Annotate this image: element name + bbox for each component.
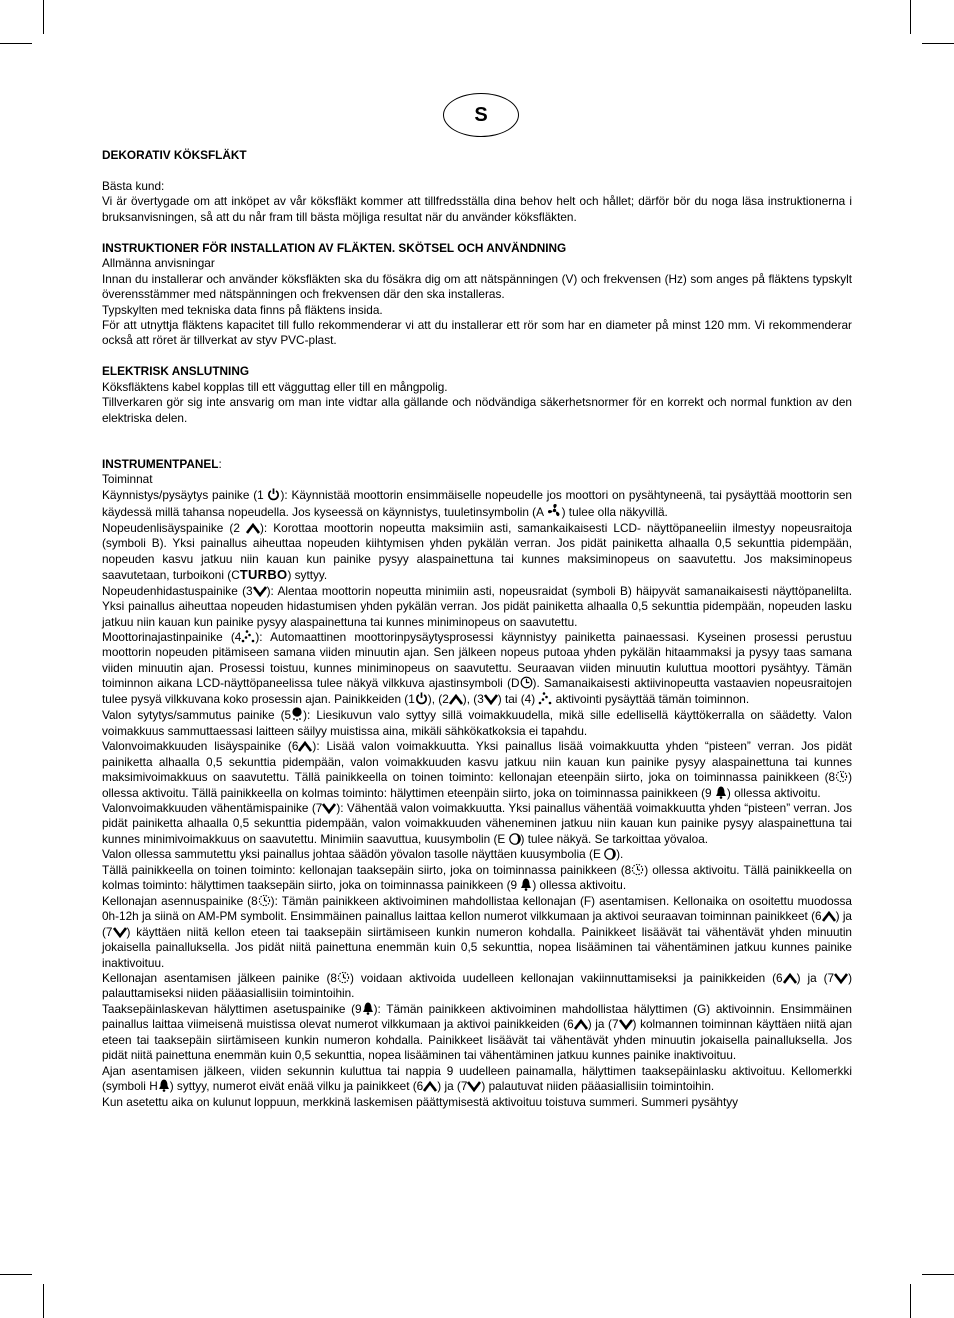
timer-dots-icon: [241, 630, 255, 643]
bell-icon: [520, 878, 532, 891]
language-badge: S: [443, 93, 519, 137]
chevron-down-icon: [467, 1081, 481, 1092]
clock-dotted-icon: [631, 863, 644, 876]
document-body: [102, 148, 852, 1110]
chevron-down-icon: [834, 973, 848, 984]
buzzer-paragraph: Kun asetettu aika on kulunut loppuun, merkkinä laskemisen päättymisestä aktivoituu toistuva summeri. Summeri pysähtyy: [102, 1094, 739, 1109]
moon-icon: [509, 833, 521, 845]
bell-icon: [158, 1079, 170, 1092]
document-title: DEKORATIV KÖKSFLÄKT: [102, 148, 247, 162]
alarm-start-paragraph: Ajan asentamisen jälkeen, viiden sekunnin kuluttua tai nappia 9 uudelleen painamalla, hälyttimen taaksepäinlasku aktivoituu. Kellomerkki (symboli H ) syttyy, numerot eivät enää vilku ja painikkeet (6 ) ja (7 ) palautuvat niiden pääasiallisiin toimintoihin.: [102, 1063, 852, 1094]
bell-icon: [715, 786, 727, 799]
power-button-paragraph: Käynnistys/pysäytys painike (1 ): Käynnistää moottorin ensimmäiselle nopeudelle jos moottori on pysähtyneenä, tai pysäyttää moottorin sen käydessä millä tahansa nopeudella. Jos kyseessä on käynnistys, tuuletinsymbolin (A ) tulee olla näkyvillä.: [102, 487, 852, 520]
light-bulb-icon: [291, 707, 303, 721]
clock-dotted-icon: [258, 894, 271, 907]
electric-heading: ELEKTRISK ANSLUTNING: [102, 364, 250, 379]
speed-up-paragraph: Nopeudenlisäyspainike (2 ): Korottaa moottorin nopeutta maksimiin asti, samankaikaisesti LCD- näyttöpaneeliin ilmestyy nopeusraitoja (symboli B). Yksi painallus aiheuttaa nopeuden kiihtymisen yhden pykälän verran. Jos pidät painiketta alhaalla 0,5 sekunttia pidempään, nopeuden kasvu jatkuu niin kauan kun painike pysyy alaspainettuna tai kunnes maksiminopeus on saavutettu. Jos maksiminopeus saavutetaan, turboikoni (CTURBO) syttyy.: [102, 520, 852, 583]
turbo-icon: TURBO: [239, 567, 288, 583]
chevron-up-icon: [822, 911, 836, 922]
install-heading: INSTRUKTIONER FÖR INSTALLATION AV FLÄKTEN. SKÖTSEL OCH ANVÄNDNING: [102, 240, 567, 255]
second-function-paragraph: Tällä painikkeella on toinen toiminto: kellonajan taaksepäin siirto, joka on toiminnassa painikkeen (8 ) ollessa aktivoitu. Tällä painikkeella on kolmas toiminto: hälyttimen taaksepäin siirto, joka on toiminnassa painikkeen (9 ) ollessa aktivoitu.: [102, 862, 852, 893]
panel-subheading: Toiminnat: [102, 472, 153, 487]
chevron-up-icon: [298, 741, 312, 752]
intro-paragraph: Vi är övertygade om att inköpet av vår köksfläkt kommer att tillfredsställa dina behov helt och hållet; därför bör du noga läsa instruktionerna i bruksanvisningen, så att du når fram till bästa möjliga resultat när du använder köksfläkten.: [102, 194, 852, 224]
light-button-paragraph: Valon sytytys/sammutus painike (5 ): Liesikuvun valo syttyy sillä voimakkuudella, mikä sille edellisellä käyttökerralla on säädetty. Valon voimakkuus sammuttaessasi laitteen säilyy muistissa aina, mikäli sähkökatkoksia ei tapahdu.: [102, 708, 852, 738]
crop-mark: [910, 0, 911, 34]
light-up-paragraph: Valonvoimakkuuden lisäyspainike (6 ): Lisää valon voimakkuutta. Yksi painallus lisää voimakkuutta yhden “pisteen” verran. Jos pidät painiketta alhaalla 0,5 sekunttia pidempään, valon voimakkuuden kasvu jatkuu niin kauan kun painike pysyy alaspainettuna tai kunnes maksimivoimakkuus on saavutettu. Tällä painikkeella on toinen toiminto: kellonajan eteenpäin siirto, joka on toiminnassa painikkeen (8 ) ollessa aktivoitu. Tällä painikkeella on kolmas toiminto: hälyttimen eteenpäin siirto, joka on toiminnassa painikkeen (9 ) ollessa aktivoitu.: [102, 739, 852, 800]
chevron-up-icon: [423, 1081, 437, 1092]
chevron-down-icon: [113, 927, 127, 938]
timer-paragraph: Moottorinajastinpainike (4 ): Automaattinen moottorinpysäytysprosessi käynnistyy painiketta painaessasi. Kyseinen prosessi perustuu moottorin nopeuden pitämiseen samana viiden minuutin ajan. Sen jälkeen nopeus putoaa yhden pykälän hitaammaksi ja pysyy taas samana viiden minuutin ajan. Prosessi toistuu, kunnes miniminopeus on saavutettu. Seuraavan viiden minuutin kuluttua moottori pysähtyy. Tämän toiminnon aikana LCD-näyttöpaneelissa tulee näkyä vilkkuva ajastinsymboli (D ). Samanaikaisesti aktiivinopeutta vastaavien nopeusraitojen tulee pysyä vilkkuvana koko prosessin ajan. Painikkeiden (1 ), (2 ), (3 ) tai (4) aktivointi pysäyttää tämän toiminnon.: [102, 629, 852, 706]
crop-mark: [0, 43, 32, 44]
bell-icon: [362, 1002, 374, 1015]
speed-down-paragraph: Nopeudenhidastuspainike (3 ): Alentaa moottorin nopeutta minimiin asti, nopeusraidat (symboli B) häipyvät samanaikaisesti näyttöpanelilta. Yksi painallus aiheuttaa nopeuden hidastumisen yhden pykälän verran. Jos pidät painiketta alhaalla 0,5 sekunttia pidempään, nopeuden lasku jatkuu niin kauan kun painike pysyy alaspainettuna tai kunnes miniminopeus on saavutettu.: [102, 583, 852, 629]
clock-setting-paragraph: Kellonajan asennuspainike (8 ): Tämän painikkeen aktivoiminen mahdollistaa kellonajan (F) asentamisen. Kellonaika on osoitettu muodossa 0h-12h ja siinä on AM-PM symbolit. Ensimmäinen painallus laittaa kellon numerot vilkkumaan ja aktivoi seuraavan toiminnan painikkeet (6 ) ja (7 ) käyttäen niitä kellon eteen tai taaksepäin siirtämiseen kunkin numeron kohdalla. Painikkeet lisäävät tai vähentävät yhden minuutin jokaisella painalluksella. Jos pidät niitä painettuna enemmän kuin 0,5 sekunttia, nopea lisääminen tai vähentäminen jatkuu kunnes painike inaktivoituu.: [102, 893, 852, 970]
clock-dotted-icon: [835, 770, 848, 783]
power-icon: [267, 488, 280, 501]
greeting: Bästa kund:: [102, 178, 165, 193]
power-icon: [415, 692, 428, 705]
install-paragraph: Innan du installerar och använder köksfläkten ska du fösäkra dig om att nätspänningen (V) och frekvensen (Hz) som anges på fläktens typskylt överensstämmer med nätspänningen och frekvensen där den ska installeras.: [102, 271, 852, 302]
night-light-paragraph: Valon ollessa sammutettu yksi painallus johtaa säädön yövalon tasolle näyttäen kuusymbolia (E ).: [102, 847, 624, 862]
timer-dots-icon: [538, 692, 552, 705]
install-paragraph: För att utnyttja fläktens kapacitet till fullo rekommenderar vi att du installerar ett rör som har en diameter på minst 120 mm. Vi rekommenderar också att röret är tillverkat av styv PVC-plast.: [102, 317, 852, 348]
clock-confirm-paragraph: Kellonajan asentamisen jälkeen painike (8 ) voidaan aktivoida uudelleen kellonajan vakiinnuttamiseksi ja painikkeiden (6 ) ja (7 ) palauttamiseksi niiden pääasiallisiin toimintoihin.: [102, 970, 853, 1001]
chevron-up-icon: [574, 1019, 588, 1030]
install-subheading: Allmänna anvisningar: [102, 256, 215, 271]
electric-paragraph: Köksfläktens kabel kopplas till ett vägguttag eller till en mångpolig.: [102, 379, 448, 394]
crop-mark: [43, 1284, 44, 1318]
fan-icon: [547, 503, 562, 518]
crop-mark: [910, 1284, 911, 1318]
chevron-up-icon: [449, 694, 463, 705]
panel-heading: INSTRUMENTPANEL: [102, 457, 219, 471]
chevron-down-icon: [484, 694, 498, 705]
panel-heading-line: INSTRUMENTPANEL:: [102, 457, 222, 471]
crop-mark: [922, 1274, 954, 1275]
crop-mark: [922, 43, 954, 44]
light-down-paragraph: Valonvoimakkuuden vähentämispainike (7 ): Vähentää valon voimakkuutta. Yksi painallus vähentää voimakkuutta yhden “pisteen” verran. Jos pidät painiketta alhaalla 0,5 sekunttia pidempään, valon voimakkuuden väheneminen jatkuu niin kauan kun painike pysyy alaspainettuna tai kunnes minimivoimakkuus on saavutettu. Minimiin saavuttua, kuusymbolin (E ) tulee näkyä. Se tarkoittaa yövaloa.: [102, 800, 852, 846]
alarm-setting-paragraph: Taaksepäinlaskevan hälyttimen asetuspainike (9 ): Tämän painikkeen aktivoiminen mahdollistaa hälyttimen (G) aktivoinnin. Ensimmäinen painallus laittaa viimeisenä muistissa olevat numerot vilkkumaan ja aktivoi painikkeiden (6 ) ja (7 ) kolmannen toiminnan käyttäen niitä ajan eteen tai taaksepäin siirtämiseen kunkin numeron kohdalla. Painikkeet lisäävät tai vähentävät yhden minuutin jokaisella painalluksella. Jos pidät niitä painettuna enemmän kuin 0,5 sekunttia, nopea lisääminen tai vähentäminen jatkuu kunnes painike inaktivoituu.: [102, 1001, 853, 1063]
chevron-down-icon: [322, 803, 336, 814]
chevron-up-icon: [246, 523, 260, 534]
moon-icon: [604, 848, 616, 860]
crop-mark: [0, 1274, 32, 1275]
chevron-up-icon: [783, 973, 797, 984]
chevron-down-icon: [253, 586, 267, 597]
electric-paragraph: Tillverkaren gör sig inte ansvarig om man inte vidtar alla gällande och nödvändiga säkerhetsnormer för en korrekt och normal funktion av den elektriska delen.: [102, 395, 852, 425]
clock-icon: [520, 676, 533, 689]
clock-dotted-icon: [337, 971, 350, 984]
install-paragraph: Typskylten med tekniska data finns på fläktens insida.: [102, 302, 383, 317]
chevron-down-icon: [619, 1019, 633, 1030]
crop-mark: [43, 0, 44, 34]
